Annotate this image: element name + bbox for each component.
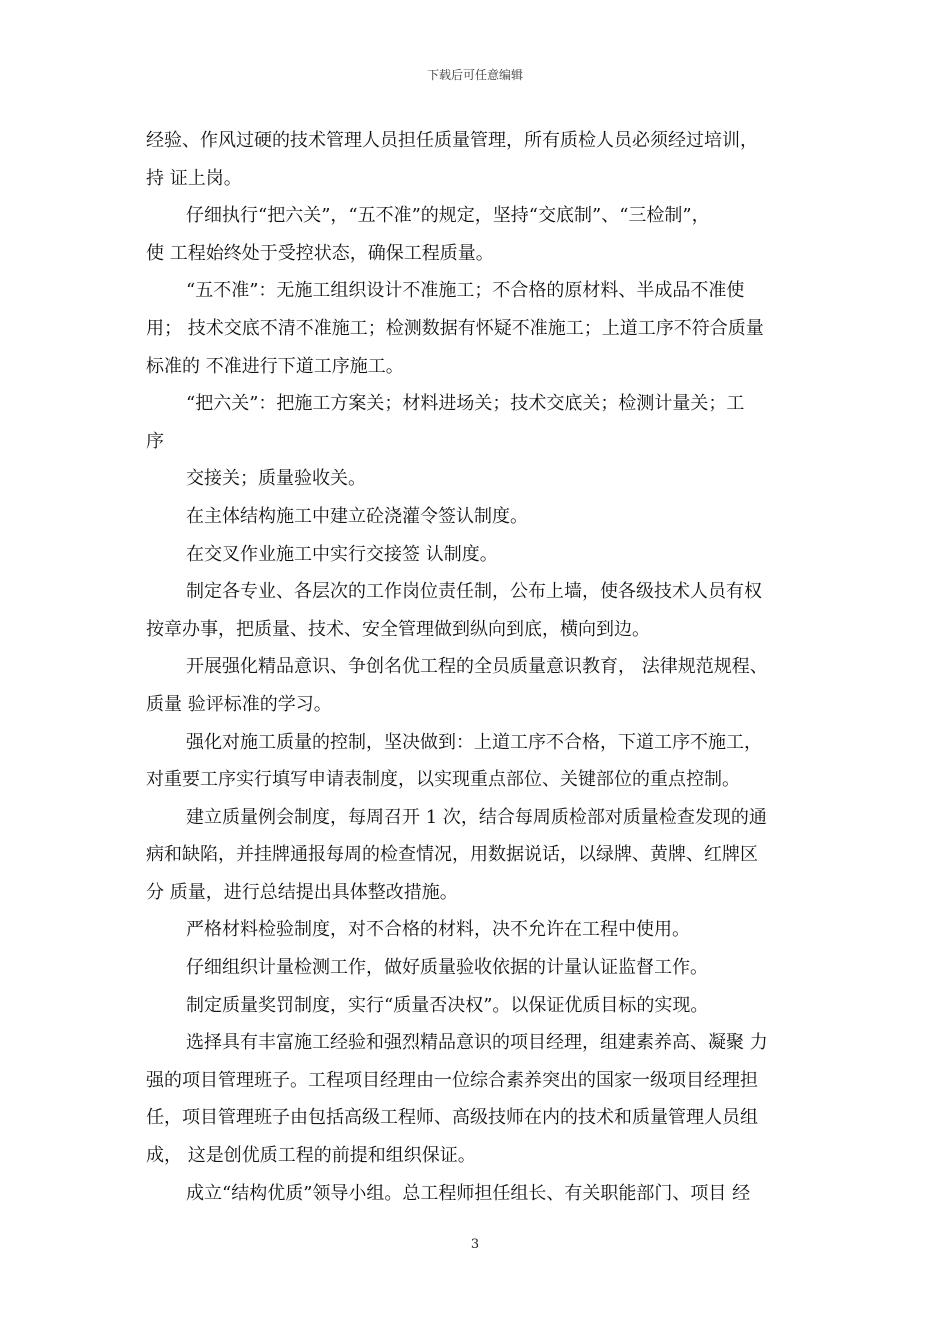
text-line: 制定各专业、各层次的工作岗位责任制，公布上墙，使各级技术人员有权 xyxy=(186,581,762,603)
text-line: 经验、作风过硬的技术管理人员担任质量管理，所有质检人员必须经过培训， xyxy=(146,130,758,151)
text-line: 序 xyxy=(146,430,164,452)
text-line: 强的项目管理班子。工程项目经理由一位综合素养突出的国家一级项目经理担 xyxy=(146,1069,758,1091)
text-line: 选择具有丰富施工经验和强烈精品意识的项目经理，组建素养高、凝聚 力 xyxy=(186,1032,768,1054)
text-line: 病和缺陷，并挂牌通报每周的检查情况，用数据说话，以绿牌、黄牌、红牌区 xyxy=(146,844,758,866)
text-line: 用； 技术交底不清不准施工；检测数据有怀疑不准施工；上道工序不符合质量 xyxy=(146,317,764,339)
text-line: “五不准”：无施工组织设计不准施工；不合格的原材料、半成品不准使 xyxy=(186,280,745,302)
text-line: 交接关；质量验收关。 xyxy=(186,468,366,490)
text-line: 强化对施工质量的控制，坚决做到：上道工序不合格，下道工序不施工， xyxy=(186,731,762,753)
text-line: 按章办事，把质量、技术、安全管理做到纵向到底，横向到边。 xyxy=(146,618,650,640)
page-number: 3 xyxy=(470,1237,480,1252)
text-line: 仔细执行“把六关”，“五不准”的规定，坚持“交底制”、“三检制”， xyxy=(186,205,710,227)
text-line: 标准的 不准进行下道工序施工。 xyxy=(146,355,404,377)
text-line: 对重要工序实行填写申请表制度，以实现重点部位、关键部位的重点控制。 xyxy=(146,769,740,791)
text-line: 制定质量奖罚制度，实行“质量否决权”。以保证优质目标的实现。 xyxy=(186,994,709,1016)
text-line: 分 质量，进行总结提出具体整改措施。 xyxy=(146,881,458,903)
text-line: 建立质量例会制度，每周召开 1 次，结合每周质检部对质量检查发现的通 xyxy=(186,806,767,828)
text-line: 仔细组织计量检测工作，做好质量验收依据的计量认证监督工作。 xyxy=(186,957,708,979)
body-text xyxy=(146,122,812,1212)
text-line: 成， 这是创优质工程的前提和组织保证。 xyxy=(146,1145,476,1167)
text-line: 在交叉作业施工中实行交接签 认制度。 xyxy=(186,543,498,565)
text-line: 持 证上岗。 xyxy=(146,167,242,189)
page-header: 下载后可任意编辑 xyxy=(426,68,523,82)
text-line: 任，项目管理班子由包括高级工程师、高级技师在内的技术和质量管理人员组 xyxy=(146,1107,758,1129)
text-line: 使 工程始终处于受控状态，确保工程质量。 xyxy=(146,242,494,264)
text-line: 成立“结构优质”领导小组。总工程师担任组长、有关职能部门、项目 经 xyxy=(186,1182,751,1204)
text-line: 严格材料检验制度，对不合格的材料，决不允许在工程中使用。 xyxy=(186,919,690,941)
text-line: 开展强化精品意识、争创名优工程的全员质量意识教育， 法律规范规程、 xyxy=(186,656,768,678)
text-line: 质量 验评标准的学习。 xyxy=(146,693,332,715)
text-line: 在主体结构施工中建立砼浇灌令签认制度。 xyxy=(186,505,528,527)
text-line: “把六关”：把施工方案关；材料进场关；技术交底关；检测计量关；工 xyxy=(186,393,745,415)
